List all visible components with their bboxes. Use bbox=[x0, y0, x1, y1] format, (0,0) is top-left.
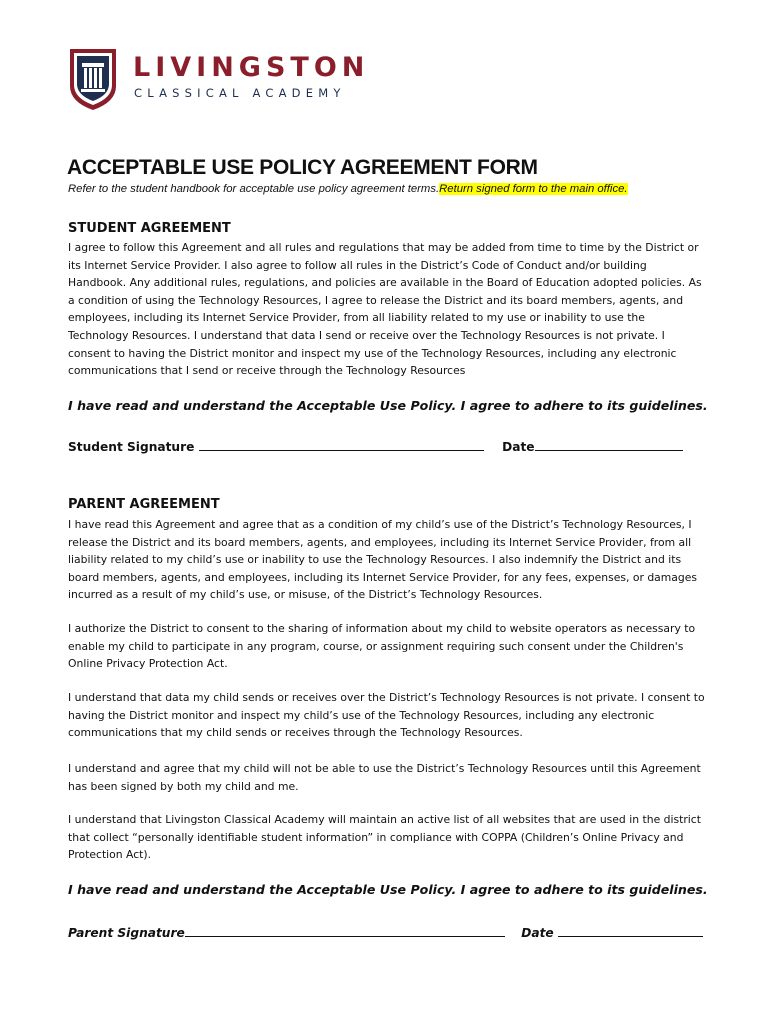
form-title: ACCEPTABLE USE POLICY AGREEMENT FORM bbox=[67, 156, 538, 179]
student-body: I agree to follow this Agreement and all rules and regulations that may be added from time to time by the District or its Internet Service Provider. I also agree to follow all rules in the District’s Code of Conduct and/or building Handbook. Any additional rules, regulations, and policies are available in the Board of Education adopted policies. As a condition of using the Technology Resources, I agree to release the District and its board members, agents, and employees, including its Internet Service Provider, from all liability related to my use or inability to use the Technology Resources. I understand that data I send or receive over the Technology Resources is not private. I consent to having the District monitor and inspect my use of the Technology Resources, including any electronic communications that I send or receive through the Technology Resources bbox=[68, 241, 702, 378]
student-signature-label: Student Signature bbox=[68, 440, 195, 454]
parent-paragraph: I have read this Agreement and agree that as a condition of my child’s use of the District’s Technology Resources, I release the District and its board members, agents, and employees, including its Internet Service Provider, from all liability related to my child’s use or inability to use the Technology Resources. I also indemnify the District and its board members, agents, and employees, including its Internet Service Provider, for any fees, expenses, or damages incurred as a result of my child’s use, or misuse, of the District’s Technology Resources. bbox=[68, 518, 698, 602]
parent-signature-line[interactable] bbox=[185, 924, 505, 937]
parent-signature-row bbox=[68, 924, 703, 940]
parent-signature-label: Parent Signature bbox=[68, 926, 185, 940]
student-signature-line[interactable] bbox=[199, 438, 484, 451]
parent-paragraph: I authorize the District to consent to the sharing of information about my child to website operators as necessary to enable my child to participate in any program, course, or assignment requiring such consent under the Children's Online Privacy Protection Act. bbox=[68, 622, 696, 671]
logo-subtitle: CLASSICAL ACADEMY bbox=[134, 86, 346, 100]
instruction-highlight: Return signed form to the main office. bbox=[439, 183, 628, 195]
parent-paragraph: I understand that Livingston Classical Academy will maintain an active list of all websites that are used in the district that collect “personally identifiable student information” in compliance with COPPA (Children’s Online Privacy and Protection Act). bbox=[68, 813, 701, 862]
instruction-text: Refer to the student handbook for acceptable use policy agreement terms. bbox=[68, 183, 440, 195]
parent-date-label: Date bbox=[521, 926, 554, 940]
form-instruction bbox=[68, 183, 628, 195]
parent-paragraph: I understand and agree that my child will not be able to use the District’s Technology Resources until this Agreement has been signed by both my child and me. bbox=[68, 762, 701, 793]
logo-name: LIVINGSTON bbox=[133, 52, 370, 83]
student-confirmation: I have read and understand the Acceptable Use Policy. I agree to adhere to its guidelines. bbox=[68, 398, 708, 413]
student-signature-row bbox=[68, 438, 683, 454]
student-date-line[interactable] bbox=[535, 438, 683, 451]
student-date-label: Date bbox=[502, 440, 535, 454]
parent-paragraph: I understand that data my child sends or receives over the District’s Technology Resources is not private. I consent to having the District monitor and inspect my child’s use of the Technology Resources, including any electronic communications that my child sends or receives through the Technology Resources. bbox=[68, 691, 705, 740]
column-shield-icon bbox=[67, 46, 119, 112]
school-logo bbox=[67, 46, 370, 116]
parent-heading: PARENT AGREEMENT bbox=[68, 497, 220, 512]
parent-date-line[interactable] bbox=[558, 924, 703, 937]
student-heading: STUDENT AGREEMENT bbox=[68, 221, 231, 236]
parent-confirmation: I have read and understand the Acceptable Use Policy. I agree to adhere to its guidelines. bbox=[68, 882, 708, 897]
